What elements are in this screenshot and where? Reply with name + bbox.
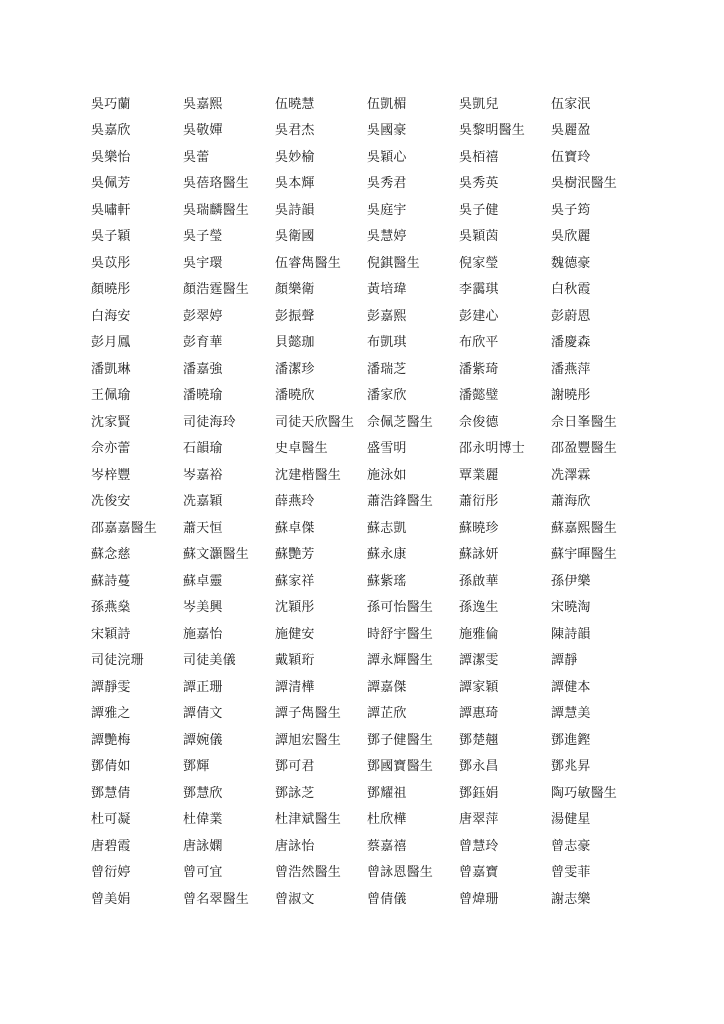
name-entry: 司徒海玲	[183, 414, 236, 430]
name-entry: 彭翠婷	[183, 308, 223, 324]
name-entry: 彭振聲	[275, 308, 315, 324]
name-entry: 譚靜	[551, 653, 578, 669]
name-entry: 謝曉彤	[551, 388, 591, 404]
name-entry: 曾衍婷	[91, 865, 131, 881]
name-entry: 杜欣樺	[367, 812, 407, 828]
name-entry: 吳宇環	[183, 255, 223, 271]
name-entry: 施健安	[275, 626, 315, 642]
name-entry: 顏曉彤	[91, 282, 131, 298]
name-entry: 譚旭宏醫生	[275, 732, 342, 748]
name-entry: 彭育華	[183, 335, 223, 351]
name-entry: 彭建心	[459, 308, 499, 324]
name-entry: 譚正珊	[183, 679, 223, 695]
name-entry: 貝懿珈	[275, 335, 315, 351]
name-entry: 潘懿璧	[459, 388, 499, 404]
name-entry: 孫伊樂	[551, 573, 591, 589]
name-entry: 唐詠嫻	[183, 838, 223, 854]
name-entry: 吳本輝	[275, 176, 315, 192]
name-entry: 譚芷欣	[367, 706, 407, 722]
name-entry: 湯健星	[551, 812, 591, 828]
name-entry: 杜可凝	[91, 812, 131, 828]
name-entry: 陳詩韻	[551, 626, 591, 642]
name-entry: 鄧輝	[183, 759, 210, 775]
name-entry: 蘇家祥	[275, 573, 315, 589]
name-entry: 顏樂衛	[275, 282, 315, 298]
name-entry: 倪家瑩	[459, 255, 499, 271]
name-entry: 譚艷梅	[91, 732, 131, 748]
name-entry: 施泳如	[367, 467, 407, 483]
name-entry: 吳慧婷	[367, 229, 407, 245]
name-entry: 鄧永昌	[459, 759, 499, 775]
name-entry: 鄧兆昇	[551, 759, 591, 775]
name-entry: 譚嘉傑	[367, 679, 407, 695]
name-entry: 白海安	[91, 308, 131, 324]
name-entry: 唐詠怡	[275, 838, 315, 854]
name-entry: 謝志樂	[551, 891, 591, 907]
name-entry: 冼澤霖	[551, 467, 591, 483]
name-entry: 吳妙榆	[275, 149, 315, 165]
name-entry: 譚靜雯	[91, 679, 131, 695]
name-entry: 倪錤醫生	[367, 255, 420, 271]
name-entry: 曾詠恩醫生	[367, 865, 434, 881]
name-entry: 冼俊安	[91, 494, 131, 510]
name-entry: 譚清樺	[275, 679, 315, 695]
name-entry: 蕭衍彤	[459, 494, 499, 510]
name-entry: 潘曉瑜	[183, 388, 223, 404]
name-entry: 蘇嘉熙醫生	[551, 520, 618, 536]
name-entry: 潘潔珍	[275, 361, 315, 377]
name-entry: 吳穎心	[367, 149, 407, 165]
name-entry: 譚家穎	[459, 679, 499, 695]
name-entry: 冼嘉穎	[183, 494, 223, 510]
name-entry: 蕭海欣	[551, 494, 591, 510]
name-entry: 吳樂怡	[91, 149, 131, 165]
name-entry: 顏浩霆醫生	[183, 282, 250, 298]
name-entry: 吳樹泯醫生	[551, 176, 618, 192]
name-entry: 吳瑞麟醫生	[183, 202, 250, 218]
name-entry: 鄧子健醫生	[367, 732, 434, 748]
name-entry: 孫逸生	[459, 600, 499, 616]
name-entry: 伍睿雋醫生	[275, 255, 342, 271]
name-entry: 吳庭宇	[367, 202, 407, 218]
name-entry: 鄧國寶醫生	[367, 759, 434, 775]
name-entry: 薛燕玲	[275, 494, 315, 510]
name-entry: 伍寶玲	[551, 149, 591, 165]
name-entry: 潘燕萍	[551, 361, 591, 377]
name-entry: 吳栢禧	[459, 149, 499, 165]
name-entry: 吳蓓珞醫生	[183, 176, 250, 192]
name-entry: 唐碧霞	[91, 838, 131, 854]
name-entry: 孫啟華	[459, 573, 499, 589]
name-entry: 蘇文灝醫生	[183, 547, 250, 563]
name-entry: 鄧倩如	[91, 759, 131, 775]
name-entry: 伍家泯	[551, 96, 591, 112]
name-entry: 鄧可君	[275, 759, 315, 775]
name-entry: 譚倩文	[183, 706, 223, 722]
name-entry: 潘瑞芝	[367, 361, 407, 377]
name-entry: 潘嘉強	[183, 361, 223, 377]
name-entry: 譚健本	[551, 679, 591, 695]
name-entry: 蘇志凱	[367, 520, 407, 536]
name-entry: 譚婉儀	[183, 732, 223, 748]
name-entry: 曾志豪	[551, 838, 591, 854]
name-entry: 蘇宇暉醫生	[551, 547, 618, 563]
name-entry: 白秋霞	[551, 282, 591, 298]
name-entry: 彭嘉熙	[367, 308, 407, 324]
name-entry: 鄧慧欣	[183, 785, 223, 801]
name-entry: 譚惠琦	[459, 706, 499, 722]
name-entry: 蘇艷芳	[275, 547, 315, 563]
name-entry: 布欣平	[459, 335, 499, 351]
name-entry: 佘亦蕾	[91, 441, 131, 457]
name-entry: 吳詩韻	[275, 202, 315, 218]
name-entry: 宋穎詩	[91, 626, 131, 642]
name-entry: 吳秀君	[367, 176, 407, 192]
name-entry: 潘凱琳	[91, 361, 131, 377]
name-entry: 蔡嘉禧	[367, 838, 407, 854]
name-entry: 蘇念慈	[91, 547, 131, 563]
name-entry: 潘曉欣	[275, 388, 315, 404]
name-entry: 沈家賢	[91, 414, 131, 430]
name-list	[91, 91, 691, 913]
name-entry: 杜津斌醫生	[275, 812, 342, 828]
name-entry: 鄧鈺娟	[459, 785, 499, 801]
name-entry: 彭月鳳	[91, 335, 131, 351]
name-entry: 譚子雋醫生	[275, 706, 342, 722]
name-entry: 潘慶森	[551, 335, 591, 351]
name-entry: 吳敬嬋	[183, 123, 223, 139]
name-entry: 岑嘉裕	[183, 467, 223, 483]
name-entry: 蘇卓靈	[183, 573, 223, 589]
name-entry: 吳黎明醫生	[459, 123, 526, 139]
name-entry: 吳子健	[459, 202, 499, 218]
name-entry: 鄧慧倩	[91, 785, 131, 801]
name-entry: 伍曉慧	[275, 96, 315, 112]
name-entry: 吳秀英	[459, 176, 499, 192]
name-entry: 吳國豪	[367, 123, 407, 139]
name-entry: 佘俊德	[459, 414, 499, 430]
name-entry: 蘇紫瑤	[367, 573, 407, 589]
name-entry: 鄧詠芝	[275, 785, 315, 801]
name-entry: 蘇詩蔓	[91, 573, 131, 589]
name-entry: 吳衛國	[275, 229, 315, 245]
name-entry: 譚永輝醫生	[367, 653, 434, 669]
name-entry: 蘇曉珍	[459, 520, 499, 536]
name-entry: 譚慧美	[551, 706, 591, 722]
name-entry: 蘇詠妍	[459, 547, 499, 563]
name-entry: 曾倩儀	[367, 891, 407, 907]
name-entry: 孫可怡醫生	[367, 600, 434, 616]
name-entry: 邵盈豐醫生	[551, 441, 618, 457]
name-entry: 蕭天恒	[183, 520, 223, 536]
name-entry: 岑美興	[183, 600, 223, 616]
name-entry: 盛雪明	[367, 441, 407, 457]
name-entry: 孫燕燊	[91, 600, 131, 616]
name-entry: 曾美娟	[91, 891, 131, 907]
name-entry: 吳佩芳	[91, 176, 131, 192]
name-entry: 曾可宜	[183, 865, 223, 881]
name-entry: 布凱琪	[367, 335, 407, 351]
name-entry: 吳嘯軒	[91, 202, 131, 218]
name-entry: 魏德豪	[551, 255, 591, 271]
name-entry: 杜偉業	[183, 812, 223, 828]
name-entry: 岑梓豐	[91, 467, 131, 483]
name-entry: 佘佩芝醫生	[367, 414, 434, 430]
name-entry: 吳蕾	[183, 149, 210, 165]
name-entry: 佘日峯醫生	[551, 414, 618, 430]
name-entry: 潘紫琦	[459, 361, 499, 377]
name-entry: 曾嘉寶	[459, 865, 499, 881]
name-entry: 蘇卓傑	[275, 520, 315, 536]
name-entry: 鄧楚翹	[459, 732, 499, 748]
name-entry: 吳巧蘭	[91, 96, 131, 112]
name-entry: 曾煒珊	[459, 891, 499, 907]
name-entry: 潘家欣	[367, 388, 407, 404]
name-entry: 鄧耀祖	[367, 785, 407, 801]
name-entry: 吳欣麗	[551, 229, 591, 245]
name-entry: 鄧進鏗	[551, 732, 591, 748]
name-entry: 曾慧玲	[459, 838, 499, 854]
name-entry: 戴穎珩	[275, 653, 315, 669]
name-entry: 陶巧敏醫生	[551, 785, 618, 801]
name-entry: 司徒天欣醫生	[275, 414, 355, 430]
name-entry: 邵嘉嘉醫生	[91, 520, 158, 536]
name-entry: 吳嘉欣	[91, 123, 131, 139]
name-entry: 時舒宇醫生	[367, 626, 434, 642]
name-entry: 李靄琪	[459, 282, 499, 298]
name-entry: 彭蔚恩	[551, 308, 591, 324]
name-entry: 沈建楷醫生	[275, 467, 342, 483]
name-entry: 吳苡彤	[91, 255, 131, 271]
name-entry: 譚潔雯	[459, 653, 499, 669]
name-entry: 吳子瑩	[183, 229, 223, 245]
name-entry: 譚雅之	[91, 706, 131, 722]
name-entry: 黃培瑋	[367, 282, 407, 298]
name-entry: 施雅倫	[459, 626, 499, 642]
name-entry: 司徒浣珊	[91, 653, 144, 669]
name-entry: 邵永明博士	[459, 441, 526, 457]
name-entry: 曾浩然醫生	[275, 865, 342, 881]
name-entry: 施嘉怡	[183, 626, 223, 642]
name-entry: 吳子穎	[91, 229, 131, 245]
name-entry: 曾名翠醫生	[183, 891, 250, 907]
name-entry: 吳凱兒	[459, 96, 499, 112]
name-entry: 蘇永康	[367, 547, 407, 563]
name-entry: 吳嘉熙	[183, 96, 223, 112]
name-entry: 曾雯菲	[551, 865, 591, 881]
name-entry: 司徒美儀	[183, 653, 236, 669]
name-entry: 沈穎彤	[275, 600, 315, 616]
name-entry: 伍凱楣	[367, 96, 407, 112]
name-entry: 吳穎茵	[459, 229, 499, 245]
name-entry: 宋曉淘	[551, 600, 591, 616]
name-entry: 吳君杰	[275, 123, 315, 139]
name-entry: 石韻瑜	[183, 441, 223, 457]
name-entry: 史卓醫生	[275, 441, 328, 457]
name-entry: 覃業麗	[459, 467, 499, 483]
name-entry: 蕭浩鋒醫生	[367, 494, 434, 510]
name-entry: 曾淑文	[275, 891, 315, 907]
name-entry: 吳麗盈	[551, 123, 591, 139]
name-entry: 吳子筠	[551, 202, 591, 218]
name-entry: 王佩瑜	[91, 388, 131, 404]
name-entry: 唐翠萍	[459, 812, 499, 828]
